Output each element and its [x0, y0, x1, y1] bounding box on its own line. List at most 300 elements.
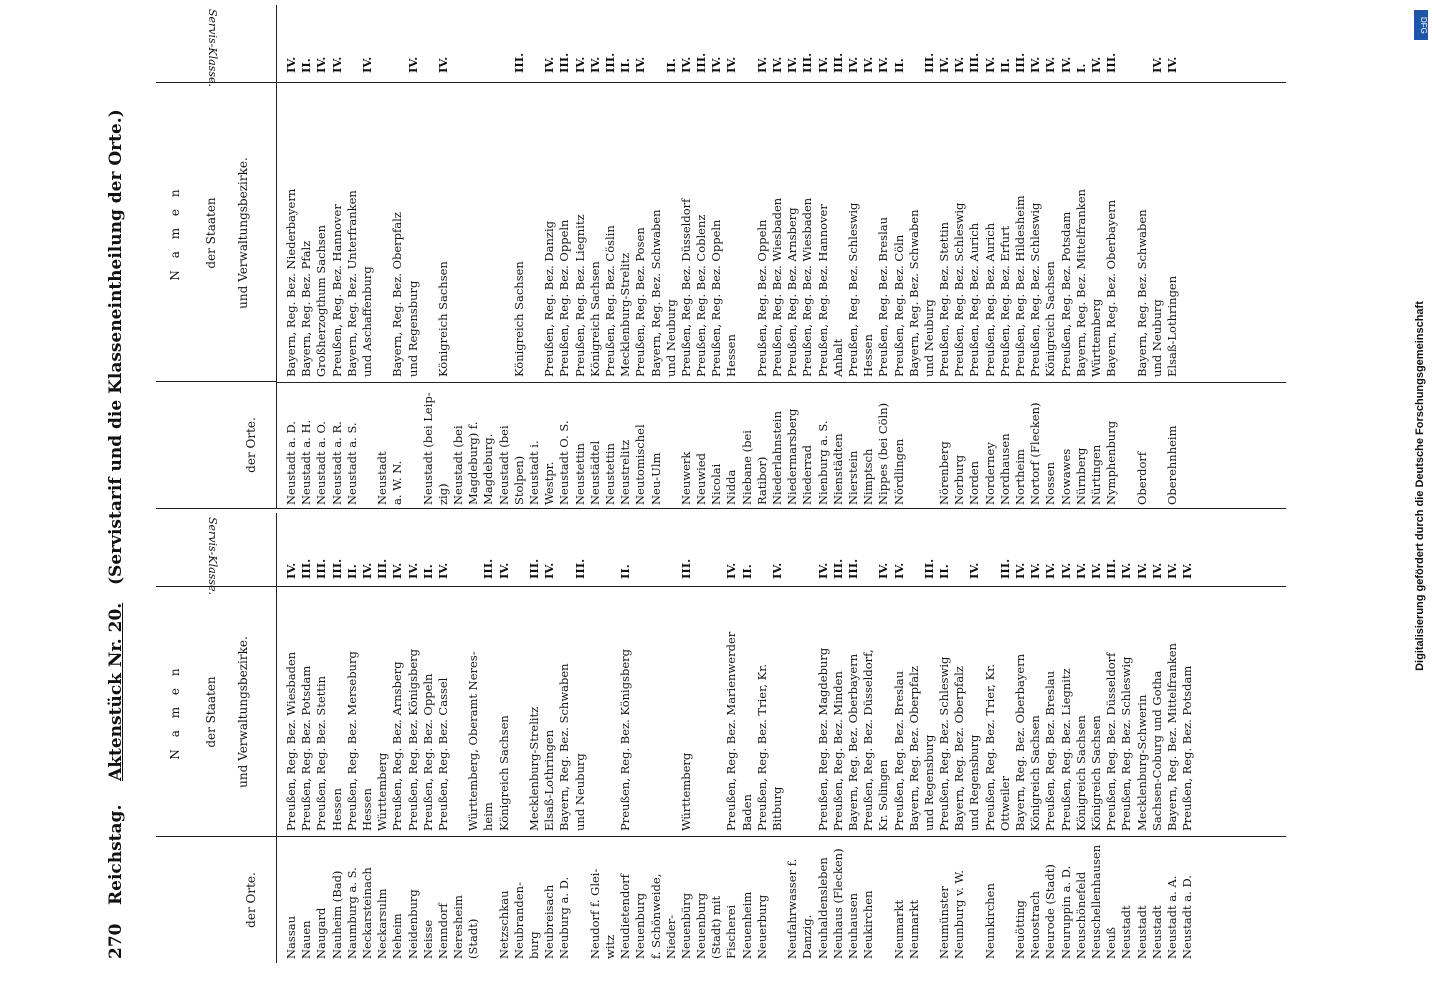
table-row	[892, 513, 907, 963]
ort-cell: Nicolai	[709, 463, 724, 505]
ort-cell: zig)	[435, 483, 450, 505]
table-row	[1165, 513, 1180, 963]
ort-cell: witz	[602, 934, 617, 959]
table-row	[345, 5, 360, 509]
bezirk-cell: Bayern, Reg. Bez. Mittelfranken	[1073, 189, 1088, 377]
bezirk-cell: Anhalt	[830, 338, 845, 377]
header-namen	[156, 586, 276, 837]
bezirk-cell: Königreich Sachsen	[1073, 715, 1088, 831]
bezirk-cell: Preußen, Reg. Bez. Oppeln	[420, 673, 435, 831]
bezirk-cell: Preußen, Reg. Bez. Cöln	[891, 234, 906, 377]
table-row	[1119, 513, 1134, 963]
table-row	[1150, 5, 1165, 509]
ort-cell: Niederrad	[800, 445, 815, 505]
bezirk-cell: Preußen, Reg. Bez. Danzig	[542, 221, 557, 377]
ort-cell: Norden	[967, 460, 982, 505]
ort-cell: (Stadt) mit	[709, 895, 724, 959]
ort-cell: Neustadt (bei	[496, 425, 511, 505]
table-row	[436, 513, 451, 963]
table-row	[466, 5, 481, 509]
klasse-cell: IV.	[284, 562, 298, 579]
ort-cell: Neufahrwasser f.	[785, 858, 800, 959]
klasse-cell: III.	[830, 558, 845, 579]
bezirk-cell: Königreich Sachsen	[511, 261, 526, 377]
bezirk-cell: Königreich Sachsen	[1028, 715, 1043, 831]
header-orte	[156, 836, 276, 963]
bezirk-cell: und Neuburg	[1149, 299, 1164, 377]
bezirk-cell: Preußen, Reg. Bez. Hildesheim	[1013, 195, 1027, 377]
bezirk-cell: Preußen, Reg. Bez. Minden	[830, 671, 845, 831]
klasse-cell: III.	[527, 558, 541, 579]
ort-cell: Neubranden-	[511, 882, 526, 959]
header-orte-label: der Orte.	[244, 872, 258, 928]
table-row	[907, 513, 922, 963]
klasse-cell: IV.	[709, 56, 724, 73]
ort-cell: Nippes (bei Cöln)	[876, 402, 891, 505]
ort-cell: Nienburg a. S.	[815, 420, 830, 505]
bezirk-cell: Preußen, Reg. Bez. Coblenz	[694, 214, 709, 377]
header-bezirke-label: und Verwaltungsbezirke.	[236, 157, 250, 309]
table-row	[709, 513, 724, 963]
klasse-cell: IV.	[785, 56, 800, 73]
table-row	[1119, 5, 1134, 509]
bezirk-cell: Mecklenburg-Strelitz	[527, 706, 541, 831]
klasse-cell: II.	[420, 564, 435, 579]
bezirk-cell: Preußen, Reg. Bez. Königsberg	[405, 649, 420, 831]
klasse-cell: II.	[344, 564, 359, 579]
klasse-cell: IV.	[1013, 562, 1027, 579]
table-row	[1074, 5, 1089, 509]
header-rule	[276, 513, 277, 963]
ort-cell: Nassau	[284, 916, 298, 959]
klasse-cell: IV.	[754, 56, 769, 73]
ort-cell: Neidenburg	[405, 889, 420, 959]
table-row	[1135, 5, 1150, 509]
table-row	[436, 5, 451, 509]
bezirk-cell: Ottweiler	[997, 776, 1012, 831]
table-row	[755, 513, 770, 963]
bezirk-cell: Preußen, Reg. Bez. Liegnitz	[572, 214, 587, 377]
bezirk-cell: Preußen, Reg. Bez. Merseburg	[344, 651, 359, 831]
bezirk-cell: Preußen, Reg. Bez. Potsdam	[1180, 665, 1195, 831]
table-row	[345, 513, 360, 963]
klasse-cell: IV.	[390, 562, 405, 579]
table-row	[907, 5, 922, 509]
table-row	[724, 513, 739, 963]
klasse-cell: III.	[997, 558, 1012, 579]
bezirk-cell: und Neuburg	[572, 753, 587, 831]
header-bezirke-label: und Verwaltungsbezirke.	[236, 636, 250, 788]
table-row	[770, 513, 785, 963]
bezirk-cell: Preußen, Reg. Bez. Breslau	[876, 216, 891, 377]
ort-cell: Neustrelitz	[618, 439, 633, 505]
bezirk-cell: Preußen, Reg. Bez. Hannover	[815, 204, 830, 377]
table-row	[1028, 513, 1043, 963]
klasse-cell: IV.	[359, 562, 374, 579]
ort-cell: Oberehnheim	[1164, 425, 1179, 505]
table-row	[1135, 513, 1150, 963]
klasse-cell: IV.	[1058, 562, 1073, 579]
table-row	[512, 5, 527, 509]
bezirk-cell: Preußen, Reg. Bez. Königsberg	[618, 649, 633, 831]
ort-cell: Neustadt (bei	[451, 425, 466, 505]
ort-cell: Norburg	[952, 454, 967, 505]
table-row	[1180, 513, 1195, 963]
bezirk-cell: Preußen, Reg. Bez. Breslau	[1043, 670, 1058, 831]
klasse-cell: IV.	[1028, 562, 1043, 579]
klasse-cell: II.	[663, 58, 678, 73]
table-row	[831, 513, 846, 963]
klasse-cell: IV.	[1164, 562, 1179, 579]
ort-cell: Neuostrach	[1028, 891, 1043, 959]
bezirk-cell: Preußen, Reg. Bez. Posen	[633, 227, 648, 377]
header-staaten-label: der Staaten	[204, 197, 218, 269]
klasse-cell: IV.	[861, 56, 876, 73]
ort-cell: Neuschellenhausen	[1088, 844, 1103, 959]
bezirk-cell: und Regensburg	[921, 734, 936, 831]
ort-cell: Neumünster	[937, 886, 952, 959]
digitization-credit	[1408, 0, 1432, 1000]
table-row	[481, 5, 496, 509]
bezirk-cell: Bayern, Reg. Bez. Oberbayern	[845, 653, 860, 831]
klasse-cell: IV.	[405, 562, 420, 579]
bezirk-cell: Württemberg, Oberamt Neres-	[466, 651, 481, 831]
ort-cell: Northeim	[1013, 449, 1027, 505]
bezirk-cell: Hessen	[359, 788, 374, 831]
ort-cell: Neutomischel	[633, 424, 648, 505]
ort-cell: Neresheim	[451, 895, 466, 959]
ort-cell: Neisse	[420, 919, 435, 959]
table-row	[1059, 5, 1074, 509]
bezirk-cell: Bayern, Reg. Bez. Oberbayern	[1104, 199, 1119, 377]
klasse-cell: IV.	[542, 56, 557, 73]
klasse-cell: III.	[299, 558, 314, 579]
bezirk-cell: Bayern, Reg. Bez. Oberpfalz	[952, 666, 967, 831]
table-row	[724, 5, 739, 509]
ort-cell: Nordhausen	[997, 433, 1012, 505]
bezirk-cell: Bitburg	[770, 786, 784, 831]
klasse-cell: II.	[937, 564, 952, 579]
ort-cell: Neuhaus (Flecken)	[830, 848, 845, 959]
table-row	[1028, 5, 1043, 509]
ort-cell: Nürtingen	[1088, 444, 1103, 505]
ort-cell: Neustadt a. R.	[329, 421, 344, 505]
klasse-cell: IV.	[678, 56, 693, 73]
klasse-cell: III.	[1013, 52, 1027, 73]
table-row	[1043, 513, 1058, 963]
ort-cell: Danzig.	[800, 914, 815, 959]
ort-cell: Nördlingen	[891, 438, 906, 505]
klasse-cell: IV.	[845, 56, 860, 73]
bezirk-cell: Preußen, Reg. Bez. Magdeburg	[815, 647, 830, 831]
table-row	[299, 5, 314, 509]
ort-cell: Neuwerk	[678, 451, 693, 505]
bezirk-cell: Preußen, Reg. Bez. Schleswig	[1119, 656, 1134, 831]
table-row	[800, 513, 815, 963]
bezirk-cell: Bayern, Reg. Bez. Oberbayern	[1013, 653, 1027, 831]
ort-cell: Neustadt a. A.	[1164, 875, 1179, 959]
table-row	[633, 5, 648, 509]
bezirk-cell: und Neuburg	[921, 299, 936, 377]
bezirk-cell: Großherzogthum Sachsen	[314, 224, 329, 377]
table-row	[542, 5, 557, 509]
bezirk-cell: Preußen, Reg. Bez. Breslau	[891, 670, 906, 831]
table-row	[937, 5, 952, 509]
klasse-cell: IV.	[1180, 562, 1195, 579]
bezirk-cell: Preußen, Reg. Bez. Cassel	[435, 677, 450, 831]
table-row	[618, 513, 633, 963]
table-row	[512, 513, 527, 963]
ort-cell: Neu-Ulm	[648, 452, 663, 505]
klasse-cell: IV.	[1058, 56, 1073, 73]
bezirk-cell: Preußen, Reg. Bez. Trier, Kr.	[754, 663, 769, 831]
ort-cell: Neubreisach	[542, 884, 557, 959]
ort-cell: Neustadt O. S.	[557, 420, 572, 505]
ort-cell: Niedermarsberg	[785, 408, 800, 505]
klasse-cell: IV.	[1164, 56, 1179, 73]
bezirk-cell: Preußen, Reg. Bez. Potsdam	[299, 665, 314, 831]
klasse-cell: III.	[375, 558, 390, 579]
ort-cell: Neheim	[390, 913, 405, 959]
klasse-cell: IV.	[876, 56, 891, 73]
bezirk-cell: Preußen, Reg. Bez. Cöslin	[602, 225, 617, 377]
klasse-cell: III.	[602, 52, 617, 73]
ort-cell: Nimptsch	[861, 448, 876, 505]
klasse-cell: I.	[1073, 63, 1088, 73]
bezirk-cell: Königreich Sachsen	[435, 261, 450, 377]
bezirk-cell: Hessen	[724, 334, 739, 377]
credit-text: Digitalisierung gefördert durch die Deutsche Forschungsgemeinschaft	[1414, 301, 1426, 671]
table-row	[633, 513, 648, 963]
bezirk-cell: Preußen, Reg. Bez. Stettin	[314, 675, 329, 831]
klasse-cell: IV.	[770, 56, 784, 73]
klasse-cell: IV.	[876, 562, 891, 579]
ort-cell: Westpr.	[542, 461, 557, 505]
bezirk-cell: Preußen, Reg. Bez. Wiesbaden	[800, 197, 815, 377]
header-namen	[156, 82, 276, 383]
table-row	[892, 5, 907, 509]
ort-cell: Neustadt a. H.	[299, 419, 314, 505]
bezirk-cell: Elsaß-Lothringen	[1164, 275, 1179, 377]
klasse-cell: IV.	[1088, 56, 1103, 73]
klasse-cell: II.	[618, 564, 633, 579]
table-row	[1104, 5, 1119, 509]
table-row	[390, 5, 405, 509]
table-row	[785, 513, 800, 963]
ort-cell: burg	[527, 931, 541, 959]
ort-cell: Neckarsteinach	[359, 867, 374, 959]
ort-cell: Neustadt	[1149, 905, 1164, 959]
table-row	[1013, 5, 1028, 509]
bezirk-cell: Bayern, Reg. Bez. Oberpfalz	[906, 666, 921, 831]
header-rule	[276, 5, 277, 509]
klasse-cell: IV.	[937, 56, 952, 73]
bezirk-cell: Hessen	[861, 334, 876, 377]
klasse-cell: III.	[921, 52, 936, 73]
bezirk-cell: Bayern, Reg. Bez. Oberpfalz	[390, 212, 405, 377]
title-prefix: Reichstag.	[106, 804, 126, 905]
klasse-cell: IV.	[967, 562, 982, 579]
header-orte-label: der Orte.	[244, 417, 258, 473]
table-row	[573, 5, 588, 509]
ort-cell: Nenndorf	[435, 903, 450, 959]
ort-cell: Nymphenburg	[1104, 420, 1119, 505]
table-row	[451, 513, 466, 963]
klasse-cell: III.	[694, 52, 709, 73]
table-row	[299, 513, 314, 963]
table-row	[664, 513, 679, 963]
ort-cell: Oberdorf	[1134, 451, 1149, 505]
table-row	[1165, 5, 1180, 509]
bezirk-cell: Bayern, Reg. Bez. Schwaben	[906, 209, 921, 377]
ort-cell: Neustettin	[572, 443, 587, 505]
ort-cell: Nürnberg	[1073, 447, 1088, 505]
table-row	[770, 5, 785, 509]
klasse-cell: IV.	[982, 56, 997, 73]
bezirk-cell: Preußen, Reg. Bez. Potsdam	[1058, 211, 1073, 377]
ort-cell: Nierstein	[845, 450, 860, 505]
bezirk-cell: Preußen, Reg. Bez. Wiesbaden	[284, 651, 298, 831]
header-klasse	[156, 9, 276, 87]
klasse-cell: III.	[557, 52, 572, 73]
klasse-cell: IV.	[359, 56, 374, 73]
klasse-cell: II.	[997, 58, 1012, 73]
table-row	[557, 5, 572, 509]
ort-cell: Nortorf (Flecken)	[1028, 402, 1043, 505]
table-row	[861, 513, 876, 963]
bezirk-cell: Württemberg	[678, 752, 693, 831]
ort-cell: a. W. N.	[390, 460, 405, 505]
ort-cell: Niederlahnstein	[770, 411, 784, 505]
ort-cell: Neustadt	[1119, 905, 1134, 959]
ort-cell: Neustadt a. S.	[344, 422, 359, 505]
bezirk-cell: Preußen, Reg. Bez. Erfurt	[997, 225, 1012, 377]
ort-cell: Norderney	[982, 442, 997, 505]
ort-cell: Neustettin	[602, 443, 617, 505]
ort-cell: Neuwied	[694, 453, 709, 505]
page-number: 270	[106, 923, 126, 959]
bezirk-cell: Württemberg	[1088, 298, 1103, 377]
bezirk-cell: Preußen, Reg. Bez. Schleswig	[937, 656, 952, 831]
ort-cell: Neuhausen	[845, 892, 860, 959]
klasse-cell: IV.	[542, 562, 557, 579]
klasse-cell: III.	[678, 558, 693, 579]
table-row	[542, 513, 557, 963]
page-header	[104, 5, 136, 965]
bezirk-cell: Hessen	[329, 788, 344, 831]
title-main: Aktenstück Nr. 20.	[106, 602, 126, 781]
klasse-cell: II.	[618, 58, 633, 73]
klasse-cell: IV.	[724, 562, 739, 579]
table-row	[664, 5, 679, 509]
right-table	[156, 5, 1286, 509]
bezirk-cell: und Regensburg	[405, 280, 420, 377]
table-row	[876, 5, 891, 509]
table-row	[740, 5, 755, 509]
table-row	[846, 513, 861, 963]
klasse-cell: IV.	[1043, 562, 1058, 579]
table-row	[421, 5, 436, 509]
bezirk-cell: Württemberg	[375, 752, 390, 831]
ort-cell: Naumburg a. S.	[344, 867, 359, 959]
klasse-cell: II.	[891, 58, 906, 73]
bezirk-cell: Baden	[739, 794, 754, 831]
bezirk-cell: Preußen, Reg. Bez. Schleswig	[845, 202, 860, 377]
ort-cell: Neumarkt	[906, 899, 921, 959]
left-table	[156, 513, 1286, 963]
title-paren: (Servistarif und die Klasseneintheilung der Orte.)	[106, 109, 126, 585]
ort-cell: Neuschönefeld	[1073, 871, 1088, 959]
bezirk-cell: Preußen, Reg. Bez. Trier, Kr.	[982, 663, 997, 831]
header-namen-label: N a m e n	[168, 664, 182, 760]
ort-cell: Neustadt	[375, 451, 390, 505]
bezirk-cell: Preußen, Reg. Bez. Arnsberg	[785, 207, 800, 377]
ort-cell: Neuß	[1104, 927, 1119, 959]
bezirk-cell: Bayern, Reg. Bez. Mittelfranken	[1164, 643, 1179, 831]
table-row	[284, 5, 299, 509]
right-rows	[284, 5, 1180, 509]
bezirk-cell: heim	[481, 802, 496, 831]
ort-cell: Nauen	[299, 920, 314, 959]
table-row	[998, 513, 1013, 963]
table-row	[451, 5, 466, 509]
klasse-cell: IV.	[314, 56, 329, 73]
table-row	[1074, 513, 1089, 963]
klasse-cell: IV.	[1043, 56, 1058, 73]
klasse-cell: IV.	[891, 562, 906, 579]
klasse-cell: IV.	[284, 56, 298, 73]
bezirk-cell: Bayern, Reg. Bez. Pfalz	[299, 240, 314, 377]
ort-cell: Nienstädten	[830, 433, 845, 505]
ort-cell: Neuenbürg	[678, 892, 693, 959]
bezirk-cell: Bayern, Reg. Bez. Schwaben	[1134, 209, 1149, 377]
table-row	[573, 513, 588, 963]
ort-cell: Neuerburg	[754, 894, 769, 959]
bezirk-cell: und Neuburg	[663, 299, 678, 377]
ort-cell: Neustadt a. D.	[284, 421, 298, 505]
bezirk-cell: Königreich Sachsen	[1043, 261, 1058, 377]
klasse-cell: III.	[845, 558, 860, 579]
table-row	[679, 513, 694, 963]
table-row	[1089, 5, 1104, 509]
table-row	[694, 5, 709, 509]
bezirk-cell: Bayern, Reg. Bez. Niederbayern	[284, 188, 298, 377]
klasse-cell: IV.	[587, 56, 602, 73]
dfg-logo: DFG	[1414, 10, 1428, 40]
table-row	[588, 513, 603, 963]
ort-cell: Neuruppin a. D.	[1058, 865, 1073, 959]
table-row	[1150, 513, 1165, 963]
bezirk-cell: Preußen, Reg. Bez. Liegnitz	[1058, 668, 1073, 831]
klasse-cell: IV.	[1134, 562, 1149, 579]
table-row	[755, 5, 770, 509]
klasse-cell: IV.	[815, 56, 830, 73]
table-row	[846, 5, 861, 509]
table-row	[497, 5, 512, 509]
table-row	[466, 513, 481, 963]
bezirk-cell: Preußen, Reg. Bez. Oppeln	[754, 219, 769, 377]
klasse-cell: III.	[800, 52, 815, 73]
table-row	[284, 513, 299, 963]
bezirk-cell: Preußen, Reg. Bez. Hannover	[329, 204, 344, 377]
ort-cell: Neudietendorf	[618, 874, 633, 959]
bezirk-cell: Preußen, Reg. Bez. Düsseldorf,	[861, 649, 876, 831]
ort-cell: Neuburg a. D.	[557, 876, 572, 959]
table-row	[390, 513, 405, 963]
klasse-cell: IV.	[572, 56, 587, 73]
ort-cell: Neustadt i.	[527, 440, 541, 505]
table-row	[330, 513, 345, 963]
